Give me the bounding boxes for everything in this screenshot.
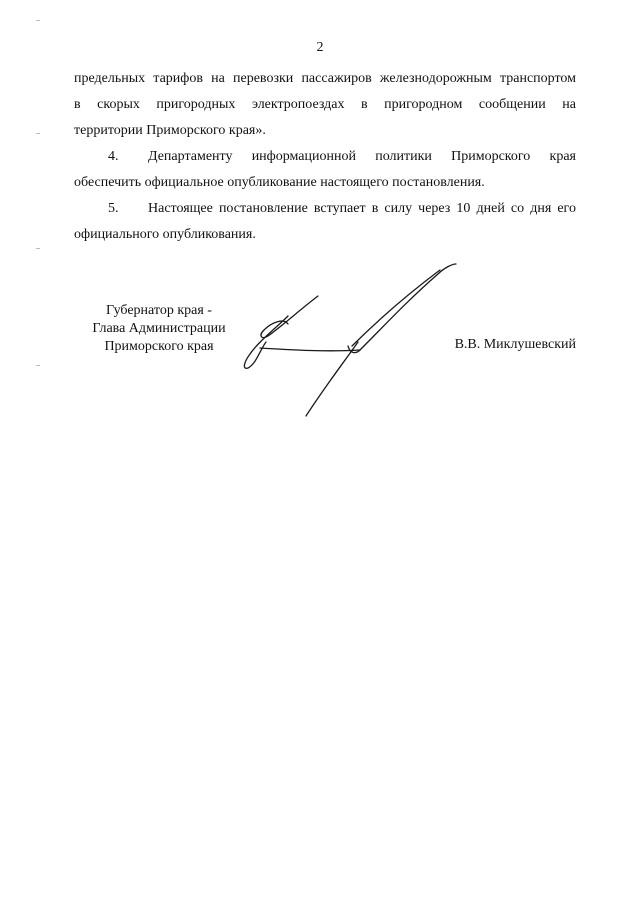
- paragraph-3-line-3: территории Приморского края».: [74, 123, 266, 138]
- word: в: [371, 201, 379, 216]
- word: перевозки: [233, 71, 294, 86]
- scan-mark: [36, 20, 40, 21]
- paragraph-4-line-2: обеспечить официальное опубликование настоящего постановления.: [74, 175, 485, 190]
- word: постановление: [218, 201, 308, 216]
- word: Департаменту: [148, 149, 233, 164]
- word: в: [74, 97, 81, 112]
- paragraph-5-line-1: [74, 196, 576, 222]
- signatory-title-line: Приморского края: [104, 339, 214, 354]
- word: края: [549, 149, 576, 164]
- signatory-title-line: Губернатор края -: [106, 303, 212, 318]
- word: сообщении: [478, 97, 546, 112]
- word: Настоящее: [148, 201, 213, 216]
- paragraph-4-line-1: [74, 144, 576, 170]
- word: силу: [384, 201, 413, 216]
- word: предельных: [74, 71, 146, 86]
- word: скорых: [97, 97, 140, 112]
- item-number: 5.: [108, 201, 119, 216]
- word: его: [557, 201, 576, 216]
- word: транспортом: [499, 71, 576, 86]
- signatory-title: [74, 302, 244, 356]
- word: информационной: [251, 149, 356, 164]
- paragraph-3-line-2: [74, 92, 576, 118]
- word: на: [562, 97, 576, 112]
- scan-mark: [36, 248, 40, 249]
- paragraph-5-line-2: официального опубликования.: [74, 227, 256, 242]
- word: дней: [476, 201, 505, 216]
- word: Приморского: [451, 149, 531, 164]
- word: 10: [456, 201, 471, 216]
- word: пригородных: [156, 97, 236, 112]
- word: пригородном: [384, 97, 463, 112]
- scan-mark: [36, 133, 40, 134]
- word: электропоездах: [251, 97, 345, 112]
- signatory-title-line: Глава Администрации: [92, 321, 226, 336]
- paragraph-3-line-1: [74, 66, 576, 92]
- word: со: [510, 201, 525, 216]
- item-number: 4.: [108, 149, 119, 164]
- document-body: [74, 66, 576, 248]
- word: политики: [375, 149, 432, 164]
- word: на: [211, 71, 225, 86]
- signatory-name: В.В. Миклушевский: [454, 337, 576, 352]
- word: вступает: [313, 201, 366, 216]
- word: тарифов: [153, 71, 203, 86]
- word: дня: [530, 201, 552, 216]
- word: в: [361, 97, 368, 112]
- paragraph-4-words: [148, 144, 576, 170]
- paragraph-5-words: [148, 196, 576, 222]
- word: пассажиров: [301, 71, 372, 86]
- page-number: 2: [316, 40, 324, 55]
- word: через: [418, 201, 451, 216]
- scan-mark: [36, 365, 40, 366]
- handwritten-signature: [232, 258, 472, 424]
- word: железнодорожным: [379, 71, 492, 86]
